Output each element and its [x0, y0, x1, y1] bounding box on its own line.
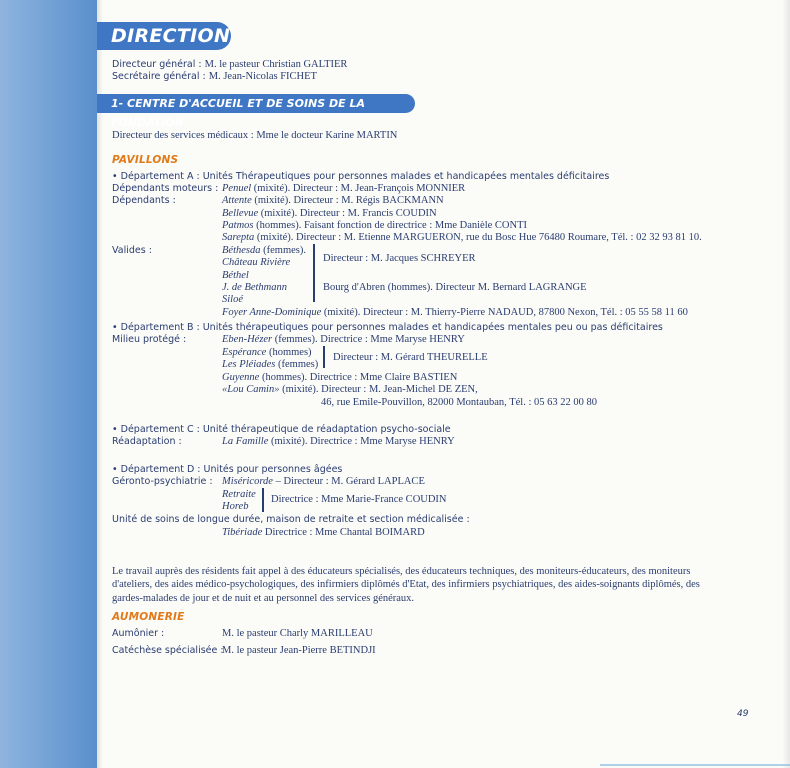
dept-b-group-director: Directeur : M. Gérard THEURELLE: [333, 352, 488, 363]
group2-director: Bourg d'Abren (hommes). Directeur M. Bernard LAGRANGE: [323, 282, 587, 293]
bellevue-line: Bellevue (mixité). Directeur : M. Francis COUDIN: [222, 208, 437, 219]
retraite-line: Retraite: [222, 489, 256, 500]
group-bracket: [313, 244, 315, 270]
dept-c-title: • Département C : Unité thérapeutique de réadaptation psycho-sociale: [112, 424, 451, 435]
pleiades-line: Les Pléiades (femmes): [222, 359, 319, 370]
attente-line: Attente (mixité). Directeur : M. Régis BACKMANN: [222, 195, 444, 206]
horeb-line: Horeb: [222, 501, 249, 512]
foyer-line: Foyer Anne-Dominique (mixité). Directeur : M. Thierry-Pierre NADAUD, 87800 Nexon, Tél. : 05 55 58 11 60: [222, 307, 688, 318]
bethesda-line: Béthesda (femmes).: [222, 245, 306, 256]
dept-d-group-director: Directrice : Mme Marie-France COUDIN: [271, 494, 447, 505]
siloe-line: Siloé: [222, 294, 243, 305]
page-title: DIRECTION: [97, 22, 231, 50]
penuel-line: Penuel (mixité). Directeur : M. Jean-François MONNIER: [222, 183, 466, 194]
group-bracket: [262, 488, 264, 512]
staff-paragraph: Le travail auprès des résidents fait appel à des éducateurs spécialisés, des éducateurs techniques, des moniteurs-éducateurs, des moniteurs d'ateliers, des aides médico-psychologiques, des infirmiers diplômés d'Etat, des infirmiers psychiatriques, des aides-soignants diplômés, des gardes-malades de jour et de nuit et au personnel des services généraux.: [112, 566, 700, 604]
patmos-line: Patmos (hommes). Faisant fonction de directrice : Mme Danièle CONTI: [222, 220, 528, 231]
usld-line: Unité de soins de longue durée, maison de retraite et section médicalisée :: [112, 514, 470, 525]
aumonier-label: Aumônier :: [112, 628, 165, 639]
dept-a-title: • Département A : Unités Thérapeutiques pour personnes malades et handicapées mentales déficitaires: [112, 171, 610, 182]
group-bracket: [313, 270, 315, 302]
dept-d-title: • Département D : Unités pour personnes âgées: [112, 464, 343, 475]
valides-label: Valides :: [112, 245, 152, 256]
page-edge-shadow: [782, 0, 790, 768]
group1-director: Directeur : M. Jacques SCHREYER: [323, 253, 476, 264]
la-famille-line: La Famille (mixité). Directrice : Mme Maryse HENRY: [222, 436, 455, 447]
pavillons-heading: PAVILLONS: [112, 154, 179, 166]
section-1-title: 1- CENTRE D'ACCUEIL ET DE SOINS DE LA FONDATION: [97, 94, 415, 113]
lou-camin-line: «Lou Camin» (mixité). Directeur : M. Jean-Michel DE ZEN,: [222, 384, 478, 395]
chateau-riviere-line: Château Rivière: [222, 257, 291, 268]
readaptation-label: Réadaptation :: [112, 436, 182, 447]
dependants-label: Dépendants :: [112, 195, 176, 206]
medical-director: Directeur des services médicaux : Mme le docteur Karine MARTIN: [112, 130, 398, 141]
lou-camin-address: 46, rue Emile-Pouvillon, 82000 Montauban, Tél. : 05 63 22 00 80: [321, 397, 597, 408]
left-color-stripe: [0, 0, 97, 768]
sarepta-line: Sarepta (mixité). Directeur : M. Etienne MARGUERON, rue du Bosc Hue 76480 Roumare, Tél. : 02 32 93 81 10.: [222, 232, 702, 243]
group-bracket: [323, 346, 325, 368]
bottom-accent-line: [600, 764, 790, 766]
milieu-protege-label: Milieu protégé :: [112, 334, 187, 345]
dependants-moteurs-label: Dépendants moteurs :: [112, 183, 219, 194]
secretary-general-line: Secrétaire général : M. Jean-Nicolas FICHET: [112, 71, 317, 82]
page-number: 49: [737, 709, 749, 719]
page-fold-shadow: [97, 0, 103, 768]
geronto-label: Géronto-psychiatrie :: [112, 476, 213, 487]
esperance-line: Espérance (hommes): [222, 347, 312, 358]
aumonier-value: M. le pasteur Charly MARILLEAU: [222, 628, 373, 639]
catechese-value: M. le pasteur Jean-Pierre BETINDJI: [222, 645, 376, 656]
bethel-line: Béthel: [222, 270, 249, 281]
aumonerie-heading: AUMONERIE: [112, 611, 185, 623]
misericorde-line: Miséricorde – Directeur : M. Gérard LAPLACE: [222, 476, 425, 487]
dept-b-title: • Département B : Unités thérapeutiques pour personnes malades et handicapées mentales peu ou pas déficitaires: [112, 322, 663, 333]
tiberiade-line: Tibériade Directrice : Mme Chantal BOIMARD: [222, 527, 425, 538]
guyenne-line: Guyenne (hommes). Directrice : Mme Claire BASTIEN: [222, 372, 458, 383]
director-general-line: Directeur général : M. le pasteur Christian GALTIER: [112, 59, 348, 70]
bethmann-line: J. de Bethmann: [222, 282, 288, 293]
catechese-label: Catéchèse spécialisée :: [112, 645, 224, 656]
eben-hezer-line: Eben-Hézer (femmes). Directrice : Mme Maryse HENRY: [222, 334, 465, 345]
